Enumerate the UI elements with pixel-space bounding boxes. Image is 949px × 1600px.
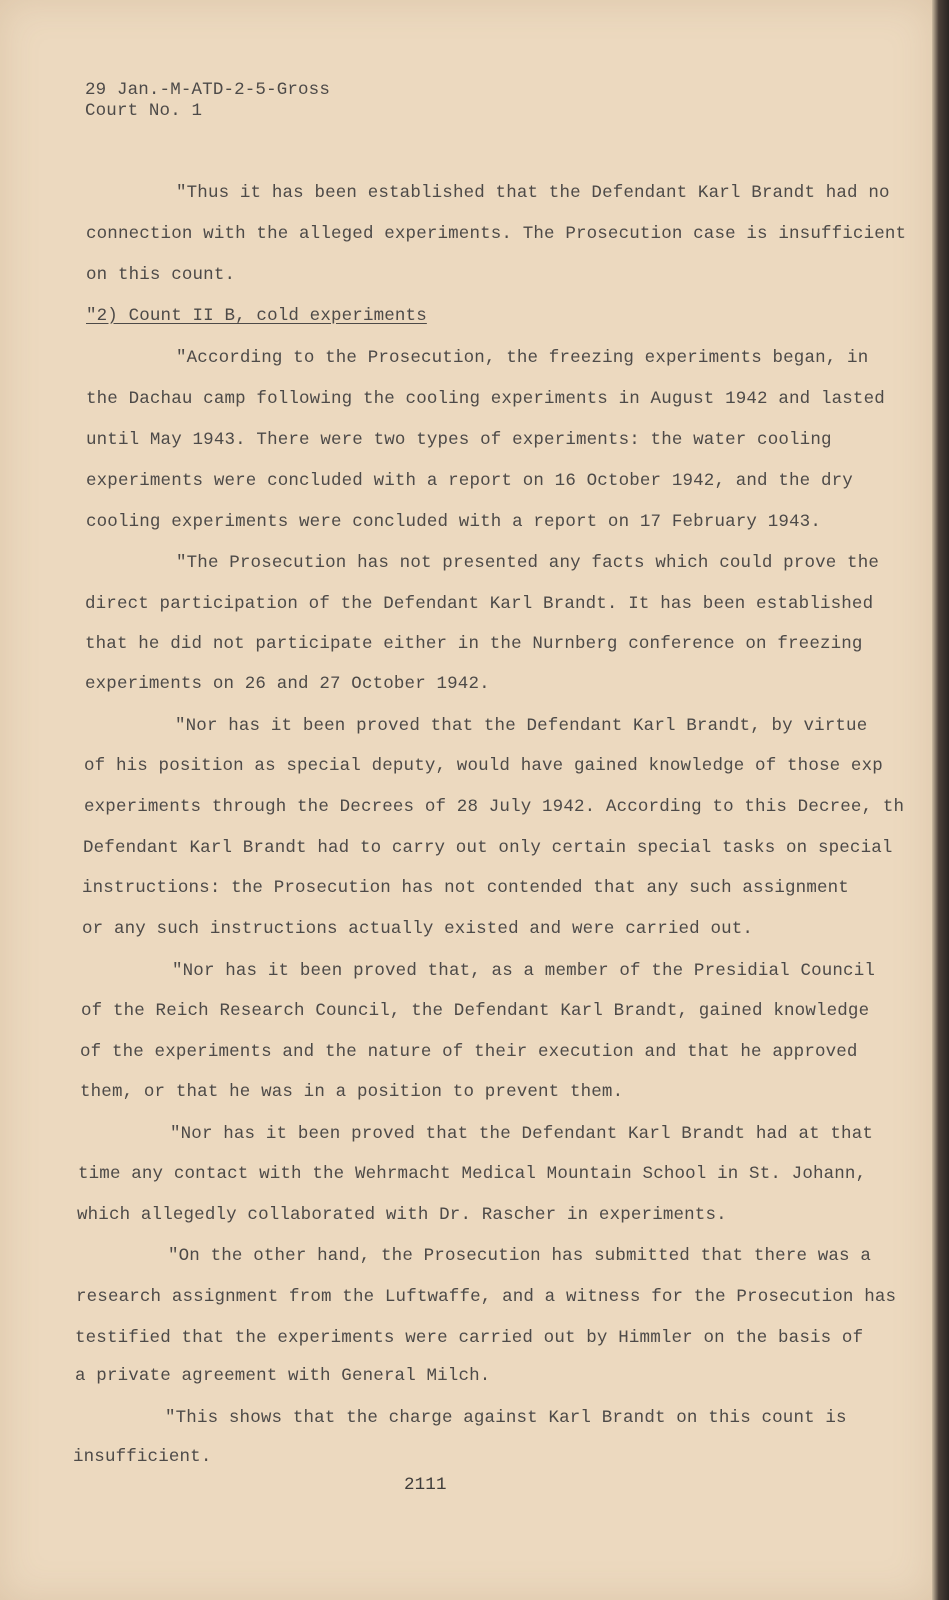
- section-heading: "2) Count II B, cold experiments: [86, 306, 427, 326]
- body-line: experiments were concluded with a report on 16 October 1942, and the dry: [86, 471, 853, 491]
- body-line: "On the other hand, the Prosecution has submitted that there was a: [168, 1246, 872, 1266]
- body-line: insufficient.: [73, 1447, 212, 1467]
- body-line: them, or that he was in a position to prevent them.: [80, 1082, 624, 1102]
- body-line: connection with the alleged experiments. The Prosecution case is insufficient: [86, 224, 907, 244]
- body-line: cooling experiments were concluded with a report on 17 February 1943.: [86, 512, 821, 532]
- body-line: direct participation of the Defendant Karl Brandt. It has been established: [85, 594, 874, 614]
- body-line: a private agreement with General Milch.: [75, 1366, 491, 1386]
- body-line: "The Prosecution has not presented any facts which could prove the: [176, 553, 880, 573]
- body-line: "Nor has it been proved that the Defendant Karl Brandt had at that: [170, 1124, 874, 1144]
- body-line: time any contact with the Wehrmacht Medical Mountain School in St. Johann,: [78, 1164, 867, 1184]
- body-line: "Thus it has been established that the Defendant Karl Brandt had no: [176, 183, 890, 203]
- body-line: Defendant Karl Brandt had to carry out only certain special tasks on special: [83, 838, 893, 858]
- body-line: "Nor has it been proved that the Defendant Karl Brandt, by virtue: [175, 716, 868, 736]
- body-line: "This shows that the charge against Karl Brandt on this count is: [165, 1408, 847, 1428]
- body-line: until May 1943. There were two types of experiments: the water cooling: [86, 430, 832, 450]
- header-line-2: Court No. 1: [85, 101, 203, 121]
- body-line: "According to the Prosecution, the freezing experiments began, in: [176, 348, 869, 368]
- body-line: instructions: the Prosecution has not contended that any such assignment: [82, 878, 849, 898]
- body-line: testified that the experiments were carried out by Himmler on the basis of: [75, 1328, 864, 1348]
- body-line: experiments on 26 and 27 October 1942.: [85, 674, 490, 694]
- page-number: 2111: [404, 1475, 447, 1495]
- body-line: of the experiments and the nature of their execution and that he approved: [80, 1042, 858, 1062]
- body-line: of his position as special deputy, would have gained knowledge of those exp: [84, 756, 883, 776]
- page-edge-shadow: [932, 0, 949, 1600]
- body-line: experiments through the Decrees of 28 July 1942. According to this Decree, th: [84, 797, 905, 817]
- body-line: that he did not participate either in the Nurnberg conference on freezing: [85, 634, 863, 654]
- body-line: research assignment from the Luftwaffe, and a witness for the Prosecution has: [76, 1287, 897, 1307]
- body-line: the Dachau camp following the cooling experiments in August 1942 and lasted: [86, 389, 885, 409]
- header-line-1: 29 Jan.-M-ATD-2-5-Gross: [85, 80, 330, 100]
- body-line: "Nor has it been proved that, as a member of the Presidial Council: [172, 961, 876, 981]
- body-line: or any such instructions actually existed and were carried out.: [82, 919, 754, 939]
- body-line: on this count.: [86, 265, 236, 285]
- body-line: which allegedly collaborated with Dr. Rascher in experiments.: [77, 1205, 727, 1225]
- body-line: of the Reich Research Council, the Defendant Karl Brandt, gained knowledge: [81, 1001, 870, 1021]
